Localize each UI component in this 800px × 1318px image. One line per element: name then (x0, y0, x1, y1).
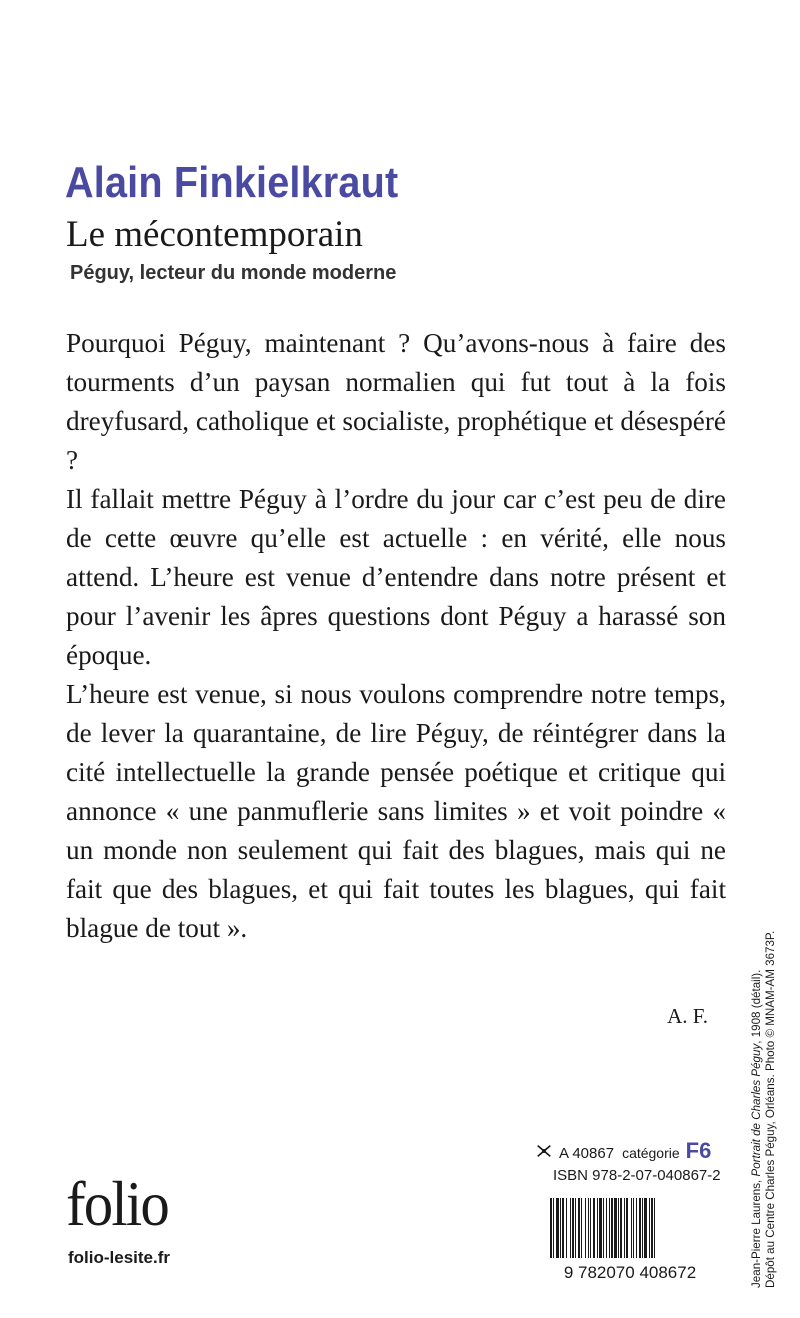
barcode-bar (575, 1198, 576, 1258)
barcode-bar (599, 1198, 602, 1258)
credit-text: Jean-Pierre Laurens, (750, 1176, 763, 1288)
barcode-bar (633, 1198, 634, 1258)
blurb-signature: A. F. (667, 1004, 708, 1028)
barcode-bar (606, 1198, 607, 1258)
barcode-bar (550, 1198, 552, 1258)
image-credit (750, 798, 778, 1288)
barcode-bar (581, 1198, 582, 1258)
barcode-bar (585, 1198, 586, 1258)
barcode-bar (597, 1198, 598, 1258)
credit-text: , 1908 (détail). (750, 969, 763, 1044)
barcode-bar (642, 1198, 643, 1258)
barcode-bar (651, 1198, 653, 1258)
barcode-bar (631, 1198, 632, 1258)
book-subtitle: Péguy, lecteur du monde moderne (70, 262, 397, 284)
barcode-bar (624, 1198, 625, 1258)
barcode-bar (603, 1198, 604, 1258)
barcode-bar (560, 1198, 561, 1258)
isbn: ISBN 978-2-07-040867-2 (553, 1167, 721, 1184)
barcode-bar (636, 1198, 637, 1258)
barcode-bar (618, 1198, 619, 1258)
barcode-bar (572, 1198, 574, 1258)
barcode-bar (593, 1198, 595, 1258)
barcode-bar (578, 1198, 580, 1258)
barcode-bar (611, 1198, 613, 1258)
credit-artwork-title: Portrait de Charles Péguy (750, 1043, 763, 1177)
barcode-bar (639, 1198, 641, 1258)
barcode-bar (588, 1198, 589, 1258)
barcode-bar (556, 1198, 559, 1258)
barcode (540, 1194, 720, 1282)
blurb-paragraph: Il fallait mettre Péguy à l’ordre du jour car c’est peu de dire de cette œuvre qu’elle est actuelle : en vérité, elle nous attend. L’heure est venue d’entendre dans notre présent et pour l’avenir les âpres questions dont Péguy a harassé son époque. (66, 484, 726, 670)
barcode-bar (570, 1198, 571, 1258)
barcode-bar (649, 1198, 650, 1258)
barcode-bar (644, 1198, 647, 1258)
category-value: F6 (685, 1138, 712, 1163)
credit-line-1 (750, 798, 764, 1288)
barcode-bar (562, 1198, 564, 1258)
reference-line (535, 1138, 711, 1164)
author-name: Alain Finkielkraut (65, 158, 399, 207)
back-cover-blurb (66, 324, 726, 948)
barcode-bar (654, 1198, 655, 1258)
barcode-bar (590, 1198, 591, 1258)
barcode-bar (620, 1198, 622, 1258)
website-url: folio-lesite.fr (68, 1248, 171, 1267)
barcode-bar (566, 1198, 567, 1258)
barcode-bar (626, 1198, 628, 1258)
barcode-bar (614, 1198, 617, 1258)
blurb-paragraph: Pourquoi Péguy, maintenant ? Qu’avons-nous à faire des tourments d’un paysan normalien qui fut tout à la fois dreyfusard, catholique et socialiste, prophétique et désespéré ? (66, 328, 726, 475)
credit-line-2: Dépôt au Centre Charles Péguy, Orléans. Photo © MNAM-AM 3673P. (764, 930, 777, 1288)
blurb-paragraph: L’heure est venue, si nous voulons comprendre notre temps, de lever la quarantaine, de lire Péguy, de réintégrer dans la cité intellectuelle la grande pensée poétique et critique qui annonce « une panmuflerie sans limites » et voit poindre « un monde non seulement qui fait des blagues, mais qui ne fait que des blagues, et qui fait toutes les blagues, qui fait blague de tout ». (66, 679, 726, 943)
book-title: Le mécontemporain (66, 214, 363, 255)
barcode-bar (609, 1198, 610, 1258)
reference-number: A 40867 (559, 1145, 615, 1162)
folio-logo: folio (66, 1168, 169, 1239)
gallimard-emblem-icon (535, 1142, 553, 1160)
category-label: catégorie (622, 1145, 680, 1161)
barcode-digits: 9 782070 408672 (563, 1263, 697, 1282)
barcode-bar (553, 1198, 554, 1258)
